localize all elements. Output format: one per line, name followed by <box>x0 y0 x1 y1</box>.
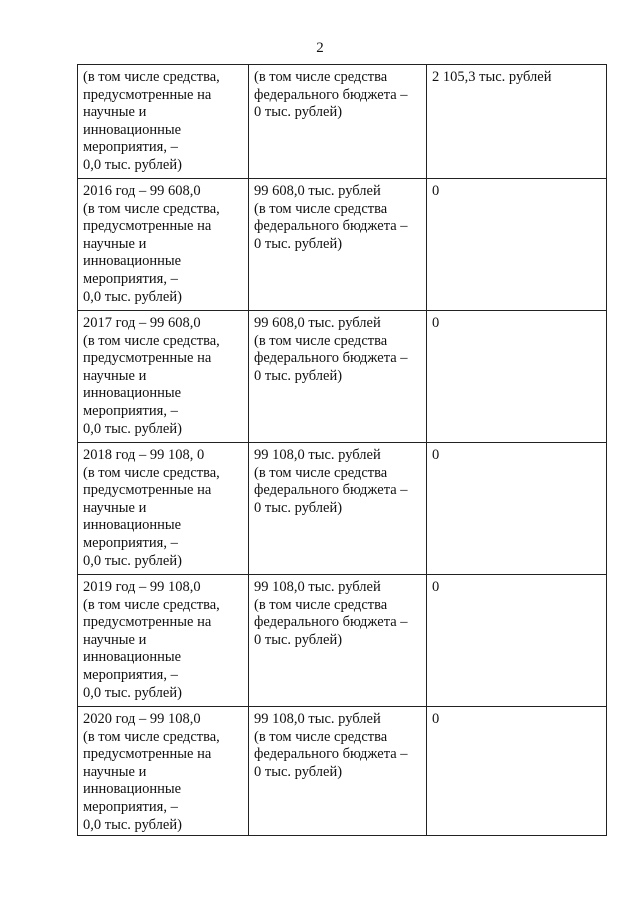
page-number: 2 <box>316 40 324 56</box>
cell-federal: (в том числе средства федерального бюджета – 0 тыс. рублей) <box>249 65 427 179</box>
cell-other: 0 <box>427 311 607 443</box>
cell-year-total: (в том числе средства, предусмотренные на научные и инновационные мероприятия, – 0,0 тыс. рублей) <box>78 65 249 179</box>
cell-federal: 99 108,0 тыс. рублей (в том числе средства федерального бюджета – 0 тыс. рублей) <box>249 707 427 836</box>
table-row <box>78 707 607 836</box>
cell-federal: 99 108,0 тыс. рублей (в том числе средства федерального бюджета – 0 тыс. рублей) <box>249 443 427 575</box>
cell-other: 0 <box>427 179 607 311</box>
cell-other: 0 <box>427 443 607 575</box>
table-row <box>78 65 607 179</box>
cell-federal: 99 608,0 тыс. рублей (в том числе средства федерального бюджета – 0 тыс. рублей) <box>249 311 427 443</box>
cell-year-total: 2018 год – 99 108, 0 (в том числе средства, предусмотренные на научные и инновационные мероприятия, – 0,0 тыс. рублей) <box>78 443 249 575</box>
cell-federal: 99 108,0 тыс. рублей (в том числе средства федерального бюджета – 0 тыс. рублей) <box>249 575 427 707</box>
cell-year-total: 2019 год – 99 108,0 (в том числе средства, предусмотренные на научные и инновационные мероприятия, – 0,0 тыс. рублей) <box>78 575 249 707</box>
funding-table <box>77 64 607 836</box>
table-row <box>78 179 607 311</box>
cell-year-total: 2020 год – 99 108,0 (в том числе средства, предусмотренные на научные и инновационные мероприятия, – 0,0 тыс. рублей) <box>78 707 249 836</box>
table-row <box>78 443 607 575</box>
table-row <box>78 311 607 443</box>
cell-year-total: 2017 год – 99 608,0 (в том числе средства, предусмотренные на научные и инновационные мероприятия, – 0,0 тыс. рублей) <box>78 311 249 443</box>
table-row <box>78 575 607 707</box>
cell-other: 0 <box>427 575 607 707</box>
cell-year-total: 2016 год – 99 608,0 (в том числе средства, предусмотренные на научные и инновационные мероприятия, – 0,0 тыс. рублей) <box>78 179 249 311</box>
cell-federal: 99 608,0 тыс. рублей (в том числе средства федерального бюджета – 0 тыс. рублей) <box>249 179 427 311</box>
cell-other: 0 <box>427 707 607 836</box>
cell-other: 2 105,3 тыс. рублей <box>427 65 607 179</box>
